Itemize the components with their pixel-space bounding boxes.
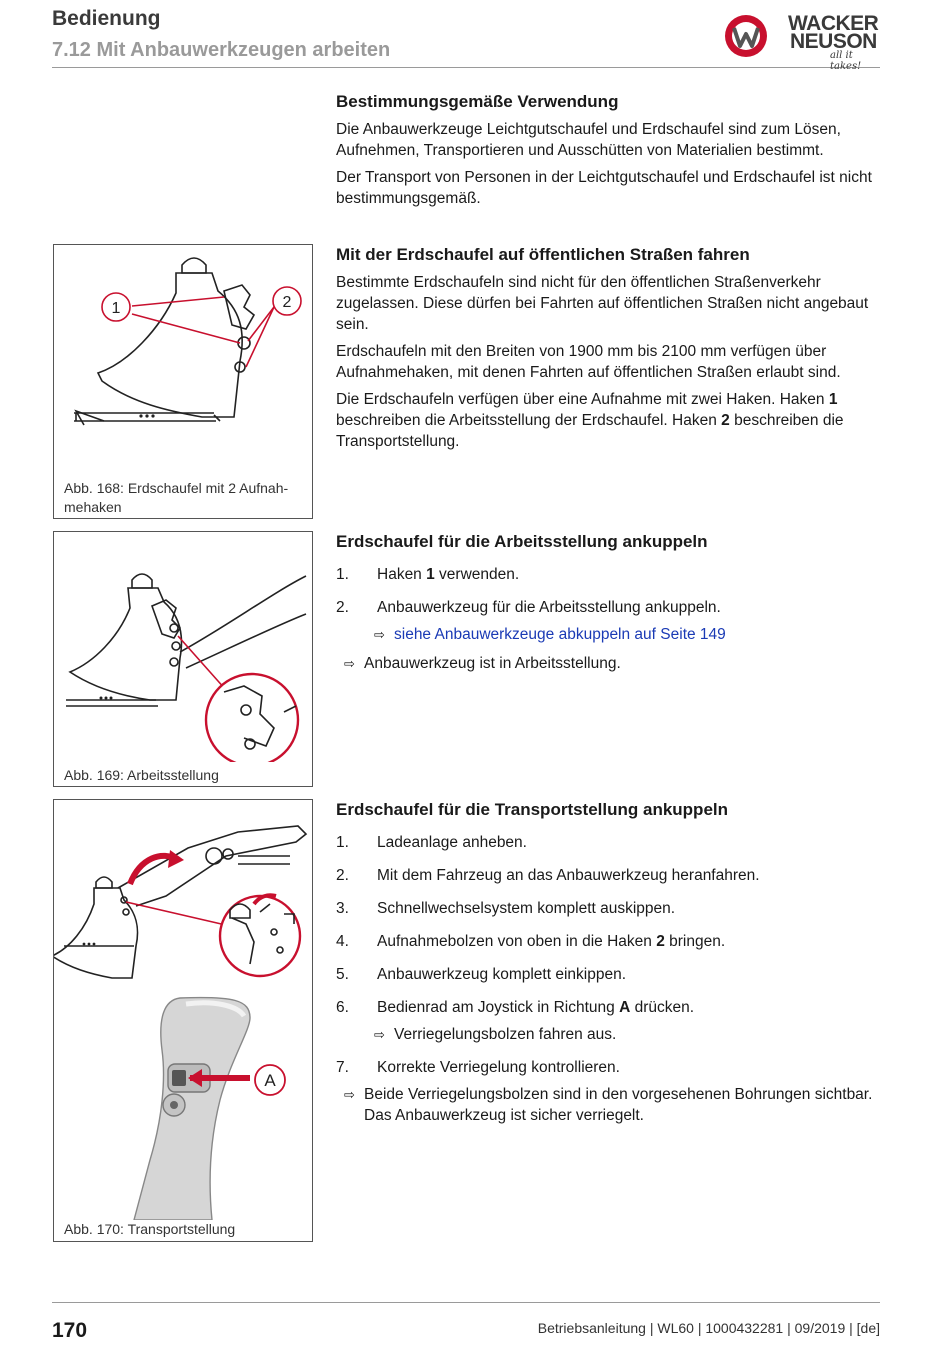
step-item — [336, 964, 881, 985]
logo-wordmark-line1: WACKER — [788, 12, 879, 35]
text-run: Korrekte Verriegelung kontrollieren. — [377, 1059, 620, 1076]
step-number: 1. — [336, 566, 349, 583]
text-bold: 1 — [426, 566, 435, 583]
result-item — [374, 1024, 881, 1045]
logo-wordmark-line2: NEUSON — [790, 30, 877, 53]
step-item — [336, 1057, 881, 1078]
transport-position-illustration — [54, 800, 312, 1220]
text-bold: 2 — [656, 933, 665, 950]
paragraph: Die Anbauwerkzeuge Leichtgutschaufel und Erdschaufel sind zum Lösen, Aufnehmen, Transportieren und Ausschütten von Materialien bestimmt. — [336, 121, 841, 159]
result-arrow-icon: ⇨ — [344, 1087, 355, 1102]
section-heading: Erdschaufel für die Arbeitsstellung ankuppeln — [336, 532, 708, 551]
callout-label-2: 2 — [282, 294, 292, 311]
result-item — [336, 1084, 881, 1126]
result-arrow-icon: ⇨ — [374, 627, 385, 642]
paragraph: Der Transport von Personen in der Leichtgutschaufel und Erdschaufel ist nicht bestimmungsgemäß. — [336, 169, 872, 207]
step-item — [336, 865, 881, 886]
step-number: 2. — [336, 599, 349, 616]
step-number: 1. — [336, 834, 349, 851]
text-run: Bedienrad am Joystick in Richtung — [377, 999, 620, 1016]
figure-169 — [53, 531, 313, 787]
bucket-hooks-illustration — [54, 245, 312, 475]
section-working-position — [336, 531, 881, 682]
step-item — [336, 898, 881, 919]
text-run: Aufnahmebolzen von oben in die Haken — [377, 933, 657, 950]
brand-logo — [724, 12, 884, 72]
text-run: Verriegelungsbolzen fahren aus. — [394, 1026, 617, 1043]
step-number: 5. — [336, 966, 349, 983]
cross-reference-link[interactable]: siehe Anbauwerkzeuge abkuppeln auf Seite 149 — [394, 626, 726, 643]
figure-170 — [53, 799, 313, 1242]
step-number: 2. — [336, 867, 349, 884]
result-item — [336, 653, 881, 674]
step-number: 4. — [336, 933, 349, 950]
step-item — [336, 997, 881, 1018]
text-run: drücken. — [630, 999, 695, 1016]
text-run: Anbauwerkzeug komplett einkippen. — [377, 966, 627, 983]
callout-label-A: A — [264, 1071, 276, 1090]
callout-label-1: 1 — [111, 300, 121, 317]
text-run: Ladeanlage anheben. — [377, 834, 527, 851]
section-heading: Bestimmungsgemäße Verwendung — [336, 92, 619, 111]
section-transport-position — [336, 799, 881, 1134]
footer-document-info: Betriebsanleitung | WL60 | 1000432281 | 09/2019 | [de] — [537, 1320, 880, 1336]
section-heading: Mit der Erdschaufel auf öffentlichen Straßen fahren — [336, 245, 750, 264]
brand-mark-icon — [724, 14, 768, 58]
paragraph: Erdschaufeln mit den Breiten von 1900 mm bis 2100 mm verfügen über Aufnahmehaken, mit denen Fahrten auf öffentlichen Straßen erlaubt sind. — [336, 343, 841, 381]
text-run: beschreiben die Arbeitsstellung der Erdschaufel. Haken — [336, 412, 722, 429]
text-bold: A — [619, 999, 631, 1016]
step-item — [336, 564, 881, 585]
text-run: verwenden. — [434, 566, 520, 583]
text-run: Die Erdschaufeln verfügen über eine Aufnahme mit zwei Haken. Haken — [336, 391, 829, 408]
step-number: 6. — [336, 999, 349, 1016]
figure-caption: Abb. 169: Arbeitsstellung — [64, 767, 219, 783]
step-item — [336, 931, 881, 952]
section-intended-use — [336, 91, 881, 215]
header-section-title: Bedienung — [52, 7, 161, 30]
section-public-roads — [336, 244, 881, 458]
header-rule — [52, 67, 880, 68]
text-run: Schnellwechselsystem komplett auskippen. — [377, 900, 676, 917]
step-item — [336, 832, 881, 853]
result-arrow-icon: ⇨ — [374, 1027, 385, 1042]
section-heading: Erdschaufel für die Transportstellung ankuppeln — [336, 800, 729, 819]
text-run: Mit dem Fahrzeug an das Anbauwerkzeug heranfahren. — [377, 867, 760, 884]
working-position-illustration — [54, 532, 312, 762]
result-arrow-icon: ⇨ — [344, 656, 355, 671]
figure-caption: Abb. 170: Transportstellung — [64, 1221, 236, 1237]
footer-rule — [52, 1302, 880, 1303]
text-run: Haken — [377, 566, 427, 583]
text-run: bringen. — [664, 933, 726, 950]
text-run: beschreiben die Transportstellung. — [336, 412, 844, 450]
header-subsection-title: 7.12 Mit Anbauwerkzeugen arbeiten — [52, 39, 391, 61]
cross-reference — [374, 624, 881, 645]
step-item — [336, 597, 881, 618]
step-number: 7. — [336, 1059, 349, 1076]
paragraph: Bestimmte Erdschaufeln sind nicht für den öffentlichen Straßenverkehr zugelassen. Diese dürfen bei Fahrten auf öffentlichen Straßen nicht angebaut sein. — [336, 274, 869, 333]
text-bold: 1 — [828, 391, 838, 408]
text-run: Anbauwerkzeug ist in Arbeitsstellung. — [364, 655, 621, 672]
text-run: Beide Verriegelungsbolzen sind in den vorgesehenen Bohrungen sichtbar. Das Anbauwerkzeug ist sicher verriegelt. — [364, 1086, 873, 1124]
page-number: 170 — [52, 1319, 88, 1342]
figure-caption: Abb. 168: Erdschaufel mit 2 Aufnahmehaken — [64, 480, 289, 515]
paragraph-hooks — [336, 389, 881, 452]
step-number: 3. — [336, 900, 349, 917]
text-bold: 2 — [721, 412, 730, 429]
logo-tagline: all it takes! — [830, 50, 862, 72]
text-run: Anbauwerkzeug für die Arbeitsstellung ankuppeln. — [377, 599, 721, 616]
figure-168 — [53, 244, 313, 519]
